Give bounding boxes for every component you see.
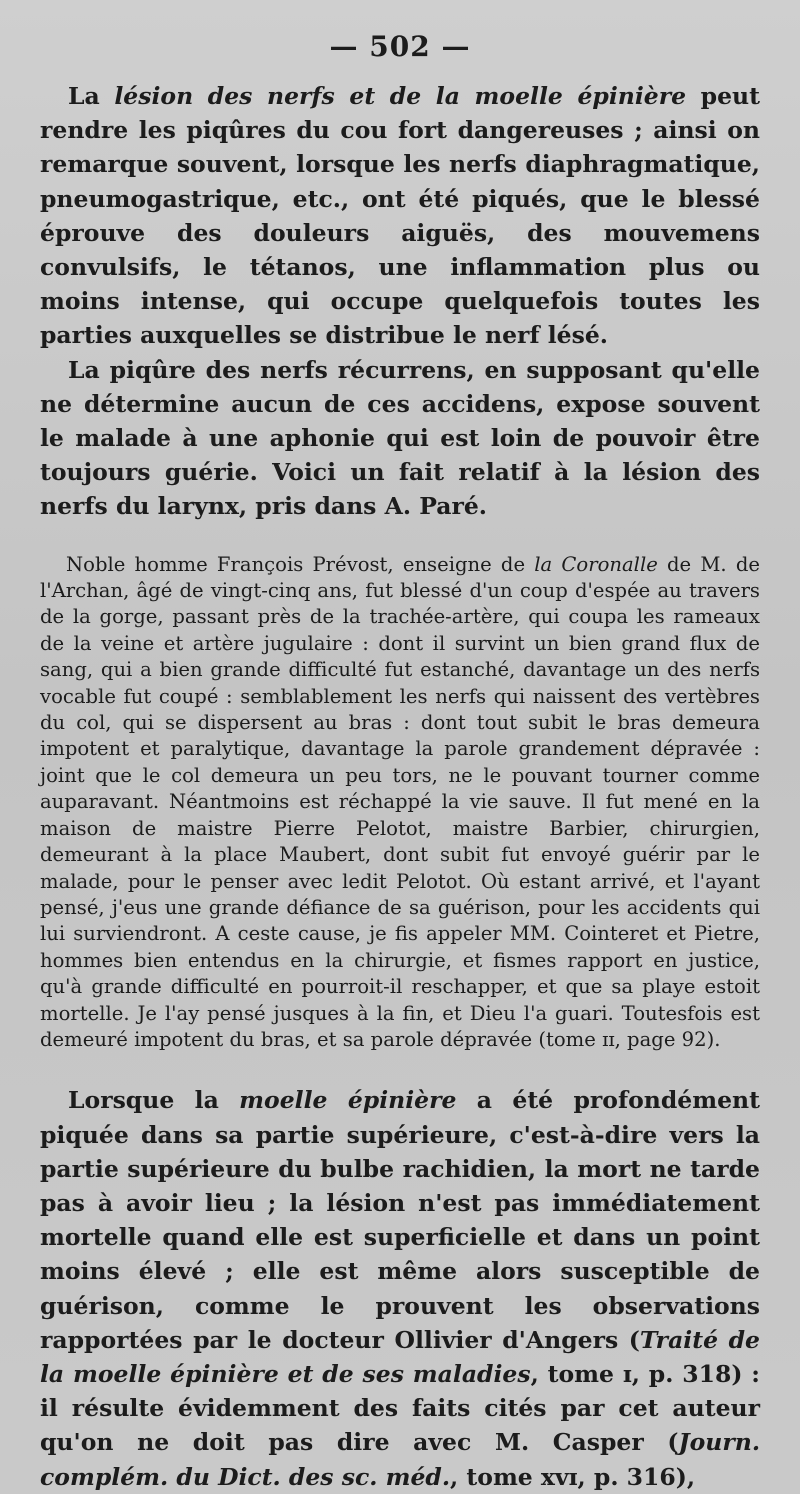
page-number: — 502 — (329, 30, 471, 63)
p3-text-c: a été profondément piquée dans sa partie supérieure, c'est-à-dire vers la partie supérieure du bulbe rachidien, la mort ne tarde pas à avoir lieu ; la lésion n'est pas immédiatement mortelle quand elle est superficielle et dans un point moins élevé ; elle est même alors susceptible de guérison, comme le prouvent les observations rapportées par le docteur Ollivier d'Angers ( (40, 1086, 760, 1354)
quote-text-c: de M. de l'Archan, âgé de vingt-cinq ans, fut blessé d'un coup d'espée au travers de la gorge, passant près de la trachée-artère, qui coupa les rameaux de la veine et artère jugulaire : dont il survint un bien grand flux de sang, qui a bien grande difficulté fut estanché, davantage un des nerfs vocable fut coupé : semblablement les nerfs qui naissent des vertèbres du col, qui se dispersent au bras : dont tout subit le bras demeura impotent et paralytique, davantage la parole grandement dépravée : joint que le col demeura un peu tors, ne le pouvant tourner comme auparavant. Néantmoins est réchappé la vie sauve. Il fut mené en la maison de maistre Pierre Pelotot, maistre Barbier, chirurgien, demeurant à la place Maubert, dont subit fut envoyé guérir par le malade, pour le penser avec ledit Pelotot. Où estant arrivé, et l'ayant pensé, j'eus une grande défiance de sa guérison, pour les accidents qui lui surviendront. A ceste cause, je fis appeler MM. Cointeret et Pietre, hommes bien entendus en la chirurgie, et fismes rapport en justice, qu'à grande difficulté en pourroit-il reschapper, et que sa playe estoit mortelle. Je l'ay pensé jusques à la fin, et Dieu l'a guari. Toutesfois est demeuré impotent du bras, et sa parole dépravée (tome ɪɪ, page 92). (40, 552, 760, 1051)
p1-text-c: peut rendre les piqûres du cou fort dangereuses ; ainsi on remarque souvent, lorsque les nerfs diaphragmatique, pneumogastrique, etc., ont été piqués, que le blessé éprouve des douleurs aiguës, des mouvemens convulsifs, le tétanos, une inflammation plus ou moins intense, qui occupe quelquefois toutes les parties auxquelles se distribue le nerf lésé. (40, 82, 760, 350)
p1-text-a: La (68, 82, 115, 110)
quote-text-a: Noble homme François Prévost, enseigne de (66, 552, 535, 576)
paragraph-recurrent-nerves: La piqûre des nerfs récurrens, en supposant qu'elle ne détermine aucun de ces accidens, expose souvent le malade à une aphonie qui est loin de pouvoir être toujours guérie. Voici un fait relatif à la lésion des nerfs du larynx, pris dans A. Paré. (40, 355, 760, 521)
quote-emphasis: la Coronalle (534, 552, 658, 576)
p3-text-a: Lorsque la (68, 1086, 240, 1115)
paragraph-spinal-cord (40, 1083, 760, 1493)
p3-text-e: , tome ɪ, p. 318) : il résulte évidemment des faits cités par cet auteur qu'on ne doit pas dire avec M. Casper ( (40, 1359, 760, 1457)
quoted-case-pare (40, 552, 760, 1054)
p3-emphasis-1: moelle épinière (239, 1086, 457, 1115)
p3-text-g: , tome xvɪ, p. 316), (450, 1462, 696, 1491)
p3-emphasis-3: Journ. complém. du Dict. des sc. méd. (40, 1428, 760, 1491)
paragraph-nerve-lesion (40, 79, 760, 353)
p1-emphasis: lésion des nerfs et de la moelle épinière (114, 82, 687, 110)
p3-emphasis-2: Traité de la moelle épinière et de ses maladies (40, 1325, 761, 1388)
